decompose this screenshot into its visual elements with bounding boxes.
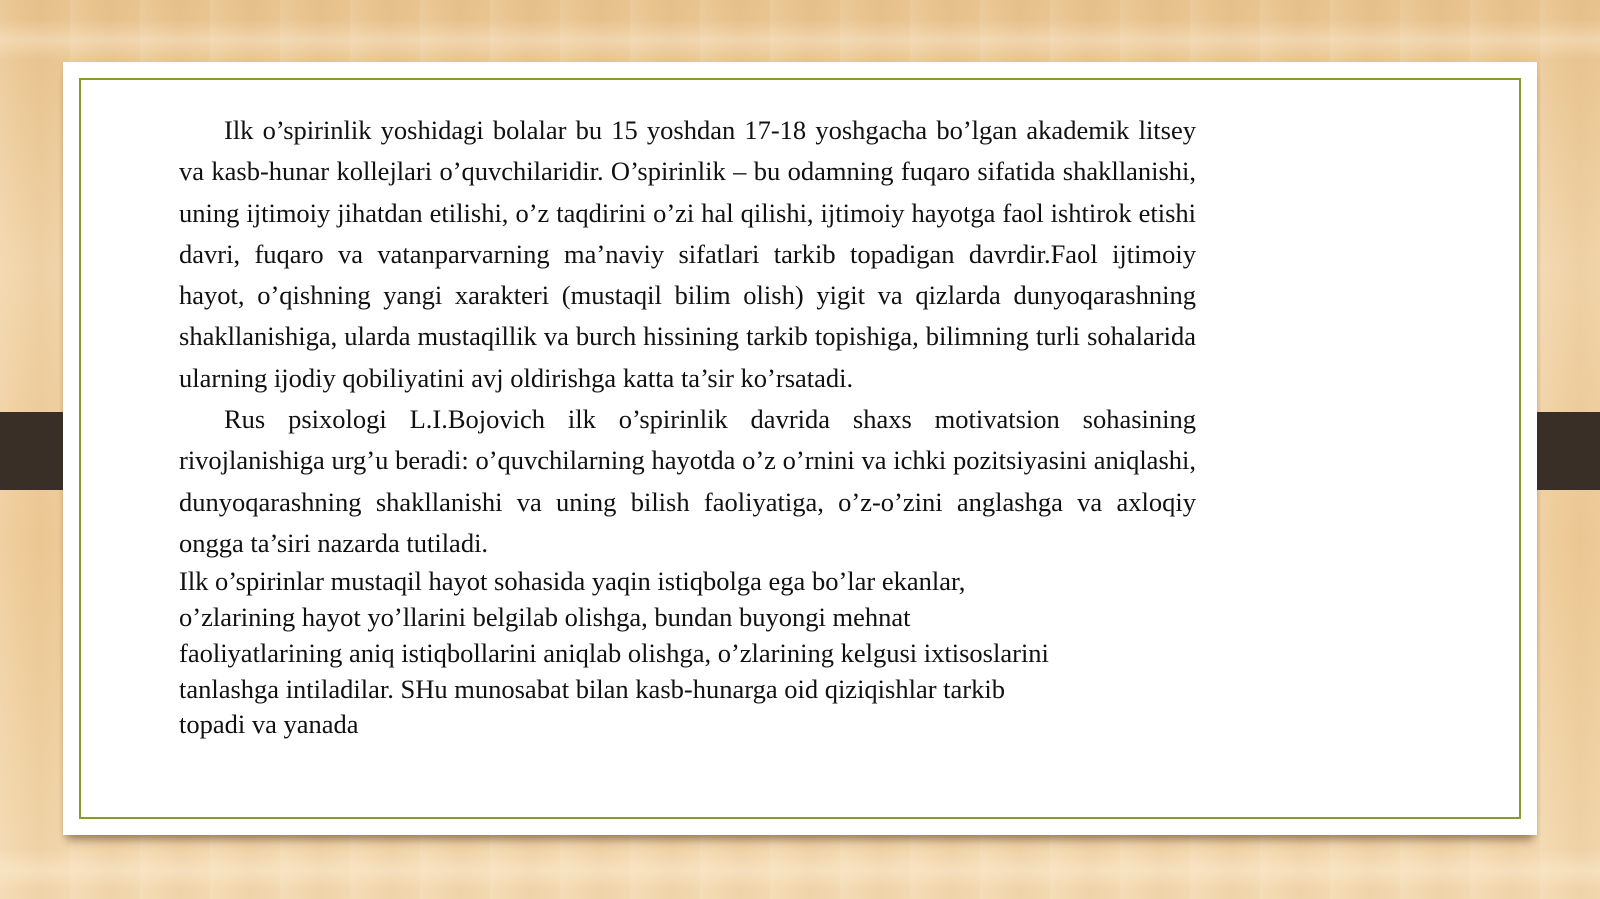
slide-text-body	[179, 110, 1196, 743]
paragraph-3-line: topadi va yanada	[179, 709, 359, 740]
slide-card	[63, 62, 1537, 835]
paragraph-3-line: faoliyatlarining aniq istiqbollarini aniqlab olishga, o’zlarining kelgusi ixtisoslarini	[179, 637, 1049, 668]
paragraph-3	[179, 564, 1179, 743]
paragraph-3-line: o’zlarining hayot yo’llarini belgilab olishga, bundan buyongi mehnat	[179, 602, 911, 633]
paragraph-3-line: Ilk o’spirinlar mustaqil hayot sohasida yaqin istiqbolga ega bo’lar ekanlar,	[179, 566, 966, 597]
wood-texture-streak	[0, 850, 1600, 890]
wood-texture-streak	[0, 20, 1600, 60]
paragraph-1: Ilk o’spirinlik yoshidagi bolalar bu 15 yoshdan 17-18 yoshgacha bo’lgan akademik litsey va kasb-hunar kollejlari o’quvchilaridir. O’spirinlik – bu odamning fuqaro sifatida shakllanishi, uning ijtimoiy jihatdan etilishi, o’z taqdirini o’zi hal qilishi, ijtimoiy hayotga faol ishtirok etishi davri, fuqaro va vatanparvarning ma’naviy sifatlari tarkib topadigan davrdir.Faol ijtimoiy hayot, o’qishning yangi xarakteri (mustaqil bilim olish) yigit va qizlarda dunyoqarashning shakllanishiga, ularda mustaqillik va burch hissining tarkib topishiga, bilimning turli sohalarida ularning ijodiy qobiliyatini avj oldirishga katta ta’sir ko’rsatadi.	[179, 115, 1196, 393]
paragraph-2: Rus psixologi L.I.Bojovich ilk o’spirinlik davrida shaxs motivatsion sohasining rivojlanishiga urg’u beradi: o’quvchilarning hayotda o’z o’rnini va ichki pozitsiyasini aniqlashi, dunyoqarashning shakllanishi va uning bilish faoliyatiga, o’z-o’zini anglashga va axloqiy ongga ta’siri nazarda tutiladi.	[179, 404, 1196, 558]
paragraph-3-line: tanlashga intiladilar. SHu munosabat bilan kasb-hunarga oid qiziqishlar tarkib	[179, 673, 1005, 704]
